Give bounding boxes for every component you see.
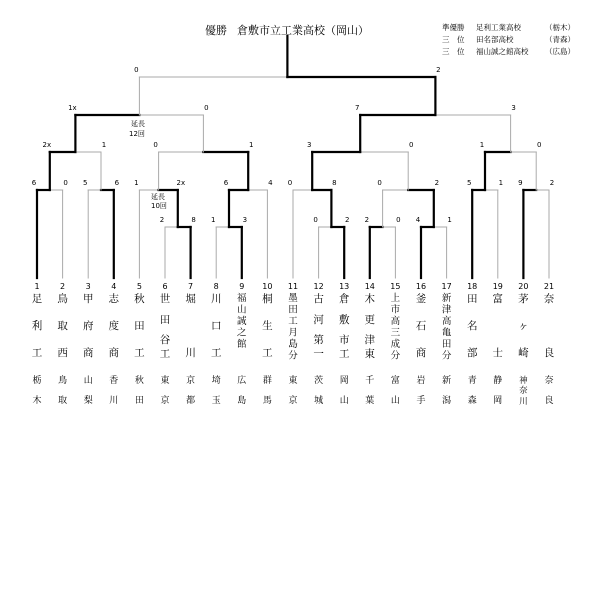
team-school-char: 新 (441, 293, 452, 304)
team-school-char: 一 (313, 348, 324, 360)
team-number: 11 (287, 282, 299, 291)
team-prefecture-char: 玉 (211, 396, 221, 406)
team-school-char: 茅 (518, 293, 529, 305)
team-number: 14 (364, 282, 375, 291)
team-school-char: 工 (338, 348, 350, 360)
team-prefecture-char: 京 (288, 396, 298, 406)
final-score-top: 0 (134, 66, 139, 74)
team-school-char: 甲 (82, 293, 94, 305)
team-number: 6 (162, 282, 168, 291)
team-prefecture-char: 山 (390, 396, 400, 406)
team-prefecture-char: 香 (109, 376, 119, 386)
qf1-score-top: 1x (68, 104, 77, 112)
team-prefecture-char: 良 (544, 396, 554, 406)
r1a-score-bottom: 8 (191, 216, 196, 224)
team-prefecture-char: 埼 (211, 376, 221, 386)
r2h-score-top: 9 (518, 179, 523, 187)
r2g-score-top: 5 (466, 179, 472, 187)
placing-label: 準優勝 (442, 23, 465, 32)
team-school-char: 商 (108, 347, 120, 359)
team-school-char: 木 (364, 293, 376, 305)
team-number: 10 (262, 282, 273, 291)
team-school-char: 市 (390, 304, 401, 316)
team-school-char: 工 (159, 348, 171, 360)
r2g-score-bottom: 1 (498, 179, 504, 187)
team-school-char: 分 (390, 350, 401, 362)
team-number: 21 (543, 282, 555, 291)
qf2-score-top: 7 (354, 104, 360, 112)
r2b-score-top: 5 (82, 179, 88, 187)
r2c-score-top: 1 (134, 179, 139, 187)
r3b-score-bottom: 1 (248, 141, 254, 149)
team-school-char: 鳥 (57, 293, 68, 305)
team-prefecture-char: 岡 (493, 396, 503, 406)
r2e-score-top: 0 (287, 179, 293, 187)
team-school-char: 津 (441, 304, 452, 316)
team-school-char: 福 (237, 293, 247, 304)
team-school-char: 工 (31, 347, 43, 359)
team-school-char: 田 (288, 304, 298, 316)
team-school-char: 成 (390, 339, 401, 350)
team-prefecture-char: 新 (442, 376, 452, 386)
r3c-score-top: 3 (306, 141, 312, 149)
r3d-score-bottom: 0 (536, 141, 542, 149)
team-number: 4 (111, 282, 117, 291)
team-prefecture-char: 神 (519, 376, 528, 386)
extra-innings-label: 10回 (151, 202, 167, 210)
team-school-char: 三 (390, 327, 401, 339)
placing-label: 三 位 (442, 35, 465, 44)
team-prefecture-char: 潟 (442, 396, 452, 406)
r1a-score-top: 2 (159, 216, 165, 224)
team-number: 17 (441, 282, 452, 291)
placing-prefecture: （広島） (545, 47, 575, 56)
team-prefecture-char: 奈 (544, 376, 554, 386)
r1b-score-bottom: 3 (242, 216, 248, 224)
team-school-char: 倉 (338, 293, 350, 305)
r2a-score-top: 6 (31, 179, 37, 187)
team-school-char: 奈 (543, 293, 555, 305)
team-number: 12 (313, 282, 324, 291)
team-prefecture-char: 梨 (83, 396, 93, 406)
team-number: 5 (136, 282, 142, 291)
team-school-char: 部 (466, 347, 478, 359)
final-score-bottom: 2 (436, 66, 441, 74)
extra-innings-label: 延長 (131, 120, 145, 128)
team-prefecture-char: 群 (262, 376, 272, 386)
team-school-char: 西 (57, 347, 68, 359)
team-prefecture-char: 岩 (416, 376, 426, 386)
team-prefecture-char: 京 (160, 396, 170, 406)
team-number: 3 (85, 282, 91, 291)
team-prefecture-char: 手 (416, 396, 426, 406)
team-number: 19 (492, 282, 503, 291)
team-school-char: 度 (108, 320, 120, 332)
team-school-char: 桐 (262, 293, 273, 305)
team-school-char: 川 (210, 293, 222, 305)
team-school-char: 分 (288, 350, 298, 362)
team-school-char: 府 (82, 320, 94, 332)
team-prefecture-char: 城 (314, 396, 324, 406)
team-prefecture-char: 森 (467, 396, 477, 406)
team-school-char: 田 (159, 314, 171, 326)
team-prefecture-char: 富 (390, 376, 400, 386)
team-prefecture-char: 葉 (365, 396, 375, 406)
team-school-char: 士 (492, 347, 504, 359)
extra-innings-label: 延長 (151, 193, 165, 201)
r2h-score-bottom: 2 (549, 179, 555, 187)
team-school-char: 商 (82, 347, 94, 359)
team-prefecture-char: 茨 (314, 376, 324, 386)
team-school-char: 川 (185, 347, 196, 359)
team-number: 13 (339, 282, 350, 291)
team-prefecture-char: 川 (519, 397, 528, 407)
team-school-char: 津 (364, 334, 376, 346)
team-prefecture-char: 東 (288, 376, 298, 386)
team-number: 20 (518, 282, 529, 291)
r2f-score-top: 0 (377, 179, 382, 187)
team-number: 2 (60, 282, 66, 291)
r1e-score-bottom: 1 (447, 216, 452, 224)
team-prefecture-char: 山 (83, 376, 93, 386)
team-number: 9 (239, 282, 245, 291)
team-school-char: 高 (390, 316, 401, 327)
team-school-char: 石 (415, 320, 427, 332)
placing-school: 福山誠之館高校 (476, 47, 529, 56)
team-school-char: 之 (237, 327, 247, 339)
team-school-char: 田 (466, 293, 478, 305)
team-school-char: 墨 (288, 293, 298, 304)
r2b-score-bottom: 6 (114, 179, 120, 187)
team-school-char: 河 (313, 314, 324, 326)
team-prefecture-char: 奈 (519, 386, 528, 396)
placing-school: 田名部高校 (476, 35, 514, 44)
r3a-score-bottom: 1 (101, 141, 107, 149)
team-school-char: 志 (108, 293, 120, 305)
r3c-score-bottom: 0 (408, 141, 414, 149)
r3b-score-top: 0 (153, 141, 158, 149)
team-school-char: 更 (364, 314, 376, 326)
team-school-char: 高 (441, 316, 452, 327)
r3a-score-top: 2x (42, 141, 52, 149)
champion-school: 倉敷市立工業高校（岡山） (237, 24, 369, 37)
team-prefecture-char: 取 (58, 396, 68, 406)
team-school-char: 口 (210, 320, 222, 332)
team-school-char: 分 (441, 350, 452, 362)
team-school-char: 工 (288, 316, 298, 327)
team-school-char: 田 (134, 320, 145, 332)
team-school-char: 市 (338, 334, 350, 346)
team-school-char: 工 (262, 347, 273, 359)
team-prefecture-char: 馬 (262, 396, 272, 406)
team-prefecture-char: 島 (237, 396, 247, 406)
team-prefecture-char: 東 (160, 376, 170, 386)
qf2-score-bottom: 3 (511, 104, 516, 112)
team-school-char: 利 (31, 320, 43, 332)
team-number: 7 (188, 282, 194, 291)
r2f-score-bottom: 2 (434, 179, 440, 187)
team-prefecture-char: 京 (186, 376, 196, 386)
team-number: 15 (390, 282, 401, 291)
r1c-score-bottom: 2 (344, 216, 350, 224)
team-prefecture-char: 岡 (339, 376, 349, 386)
team-prefecture-char: 静 (493, 376, 503, 386)
r2d-score-top: 6 (223, 179, 229, 187)
team-school-char: 谷 (159, 334, 171, 346)
team-school-char: 誠 (237, 316, 247, 327)
team-school-char: 富 (492, 293, 504, 305)
team-school-char: 名 (466, 320, 478, 332)
r3d-score-top: 1 (479, 141, 485, 149)
team-number: 1 (34, 282, 40, 291)
team-school-char: 島 (288, 339, 298, 350)
team-school-char: 第 (313, 334, 324, 346)
team-prefecture-char: 木 (32, 396, 42, 406)
qf1-score-bottom: 0 (204, 104, 209, 112)
team-number: 16 (415, 282, 427, 291)
team-school-char: 東 (364, 348, 376, 360)
team-prefecture-char: 青 (467, 376, 477, 386)
team-number: 18 (467, 282, 478, 291)
team-school-char: 亀 (441, 327, 452, 339)
placing-school: 足利工業高校 (476, 23, 521, 32)
r1b-score-top: 1 (210, 216, 216, 224)
team-school-char: 商 (415, 347, 427, 359)
team-school-char: 山 (237, 304, 247, 316)
team-school-char: 取 (57, 320, 68, 332)
placing-prefecture: （青森） (545, 35, 575, 44)
team-prefecture-char: 山 (339, 396, 349, 406)
team-school-char: 釜 (415, 293, 427, 305)
placing-label: 三 位 (442, 47, 465, 56)
team-school-char: 館 (237, 339, 247, 350)
team-school-char: ヶ (518, 320, 529, 332)
champion-label: 優勝 (205, 24, 227, 37)
team-school-char: 世 (159, 293, 171, 305)
team-school-char: 工 (210, 347, 222, 359)
team-prefecture-char: 千 (365, 376, 375, 386)
team-prefecture-char: 秋 (134, 376, 144, 386)
team-school-char: 工 (134, 347, 145, 359)
team-school-char: 堀 (185, 293, 196, 305)
team-school-char: 生 (262, 320, 273, 332)
team-school-char: 足 (31, 293, 43, 305)
team-number: 8 (213, 282, 219, 291)
team-school-char: 良 (543, 347, 555, 359)
team-school-char: 崎 (518, 347, 529, 359)
r1d-score-top: 2 (364, 216, 370, 224)
team-prefecture-char: 鳥 (58, 376, 68, 386)
r1e-score-top: 4 (415, 216, 421, 224)
r2c-score-bottom: 2x (176, 179, 186, 187)
team-school-char: 月 (288, 327, 298, 339)
extra-innings-label: 12回 (129, 130, 145, 138)
r2d-score-bottom: 4 (268, 179, 273, 187)
r2e-score-bottom: 8 (332, 179, 337, 187)
team-school-char: 秋 (134, 293, 145, 305)
placing-prefecture: （栃木） (545, 23, 575, 32)
r1d-score-bottom: 0 (396, 216, 401, 224)
team-school-char: 古 (313, 293, 324, 305)
team-prefecture-char: 栃 (32, 376, 42, 386)
r2a-score-bottom: 0 (63, 179, 68, 187)
team-prefecture-char: 田 (134, 396, 144, 406)
team-prefecture-char: 広 (237, 376, 247, 386)
team-prefecture-char: 川 (109, 396, 119, 406)
team-school-char: 田 (441, 339, 452, 350)
team-prefecture-char: 都 (186, 396, 196, 406)
team-school-char: 敷 (338, 314, 350, 326)
team-school-char: 上 (390, 293, 401, 304)
r1c-score-top: 0 (313, 216, 318, 224)
